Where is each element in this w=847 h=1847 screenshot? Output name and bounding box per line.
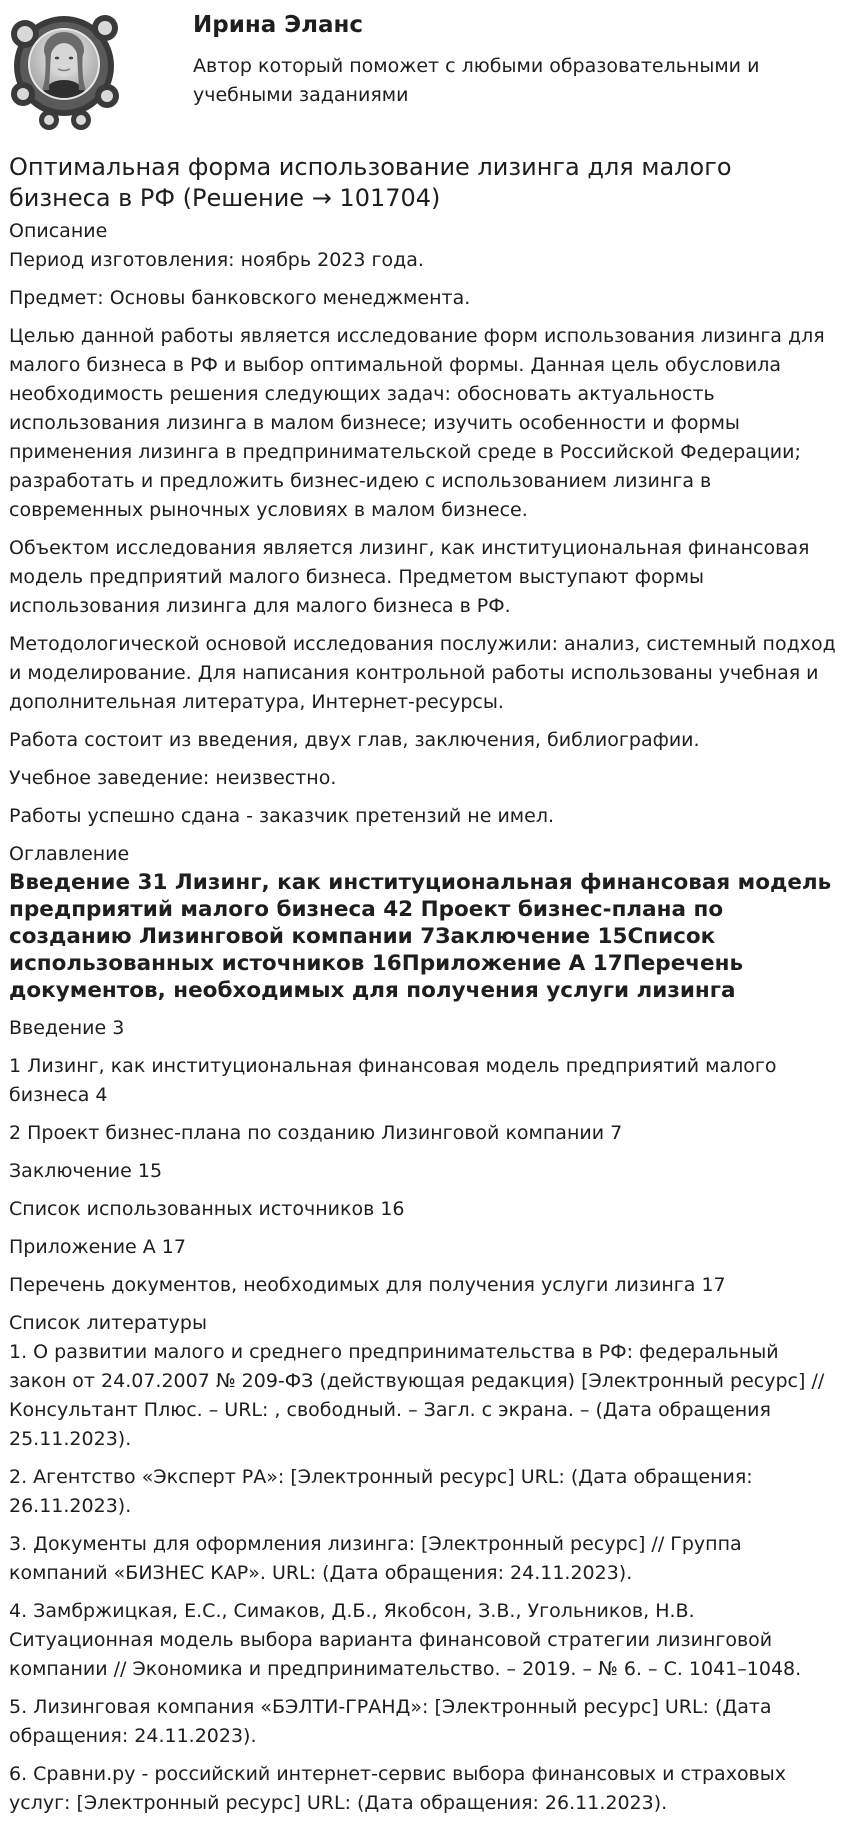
description-paragraph: Период изготовления: ноябрь 2023 года. [9, 249, 424, 271]
description-paragraph: Учебное заведение: неизвестно. [9, 767, 337, 789]
references-label: Список литературы [9, 1312, 207, 1334]
toc-item: Заключение 15 [9, 1160, 163, 1182]
toc-item: Приложение А 17 [9, 1236, 186, 1258]
author-description: Автор который поможет с любыми образовательными и учебными заданиями [193, 55, 760, 106]
description-paragraph: Предмет: Основы банковского менеджмента. [9, 287, 471, 309]
reference-item: 2. Агентство «Эксперт РА»: [Электронный ресурс] URL: (Дата обращения: 26.11.2023). [9, 1466, 753, 1517]
author-card [9, 6, 837, 148]
description-paragraph: Объектом исследования является лизинг, как институциональная финансовая модель предприятий малого бизнеса. Предметом выступают формы использования лизинга для малого бизнеса в РФ. [9, 537, 810, 617]
toc-item: Список использованных источников 16 [9, 1198, 405, 1220]
page-title: Оптимальная форма использование лизинга для малого бизнеса в РФ (Решение → 101704) [9, 153, 732, 212]
toc-label: Оглавление [9, 843, 130, 865]
description-paragraph: Работы успешно сдана - заказчик претензий не имел. [9, 805, 555, 827]
description-label: Описание [9, 220, 108, 242]
reference-item: 4. Замбржицкая, Е.С., Симаков, Д.Б., Якобсон, З.В., Угольников, Н.В. Ситуационная модель выбора варианта финансовой стратегии лизинговой компании // Экономика и предпринимательство. – 2019. – № 6. – С. 1041–1048. [9, 1600, 802, 1680]
reference-item: 3. Документы для оформления лизинга: [Электронный ресурс] // Группа компаний «БИЗНЕС КАР». URL: (Дата обращения: 24.11.2023). [9, 1533, 742, 1584]
author-name[interactable]: Ирина Эланс [193, 12, 364, 38]
reference-item: 1. О развитии малого и среднего предпринимательства в РФ: федеральный закон от 24.07.2007 № 209-ФЗ (действующая редакция) [Электронный ресурс] // Консультант Плюс. – URL: , свободный. – Загл. с экрана. – (Дата обращения 25.11.2023). [9, 1341, 825, 1450]
film-reel-avatar-icon [9, 8, 119, 134]
toc-item: 2 Проект бизнес-плана по созданию Лизинговой компании 7 [9, 1122, 623, 1144]
toc-item: Перечень документов, необходимых для получения услуги лизинга 17 [9, 1274, 726, 1296]
toc-summary: Введение 31 Лизинг, как институциональная финансовая модель предприятий малого бизнеса 42 Проект бизнес-плана по созданию Лизинговой компании 7Заключение 15Список использованных источников 16Приложение А 17Перечень документов, необходимых для получения услуги лизинга [9, 870, 832, 1003]
author-info [193, 10, 793, 110]
reference-item: 5. Лизинговая компания «БЭЛТИ-ГРАНД»: [Электронный ресурс] URL: (Дата обращения: 24.11.2023). [9, 1696, 772, 1747]
avatar[interactable] [9, 8, 119, 134]
reference-item: 6. Сравни.ру - российский интернет-сервис выбора финансовых и страховых услуг: [Электронный ресурс] URL: (Дата обращения: 26.11.2023). [9, 1763, 787, 1814]
toc-item: Введение 3 [9, 1017, 125, 1039]
description-paragraph: Работа состоит из введения, двух глав, заключения, библиографии. [9, 729, 700, 751]
description-paragraph: Целью данной работы является исследование форм использования лизинга для малого бизнеса в РФ и выбор оптимальной формы. Данная цель обусловила необходимость решения следующих задач: обосновать актуальность использования лизинга в малом бизнесе; изучить особенности и формы применения лизинга в предпринимательской среде в Российской Федерации; разработать и предложить бизнес-идею с использованием лизинга в современных рыночных условиях в малом бизнесе. [9, 325, 825, 521]
toc-item: 1 Лизинг, как институциональная финансовая модель предприятий малого бизнеса 4 [9, 1055, 777, 1106]
description-paragraph: Методологической основой исследования послужили: анализ, системный подход и моделирование. Для написания контрольной работы использованы учебная и дополнительная литература, Интернет-ресурсы. [9, 633, 836, 713]
